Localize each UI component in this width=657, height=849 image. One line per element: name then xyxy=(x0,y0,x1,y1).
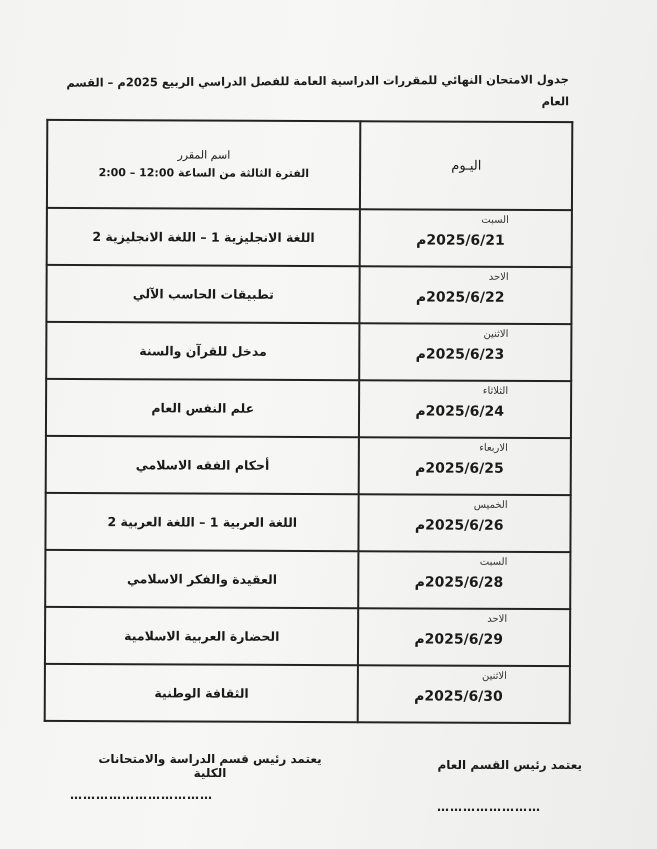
header-course-label: اسم المقرر xyxy=(177,148,231,162)
day-cell xyxy=(359,551,571,609)
day-cell xyxy=(360,266,572,324)
day-name: الاربعاء xyxy=(479,442,508,454)
course-name: العقيدة والفكر الاسلامي xyxy=(45,550,359,608)
signature-line-right: …………………… xyxy=(437,800,541,814)
day-date: 2025/6/26م xyxy=(414,517,504,534)
day-name: الاحد xyxy=(488,271,509,283)
day-date: 2025/6/25م xyxy=(415,460,504,477)
signature-label-general-head: يعتمد رئيس القسم العام xyxy=(437,758,582,772)
day-date: 2025/6/22م xyxy=(415,289,505,306)
day-cell xyxy=(358,608,570,666)
course-name: اللغة العربية 1 – اللغة العربية 2 xyxy=(45,493,359,551)
day-name: الاثنين xyxy=(483,328,509,340)
course-name: أحكام الفقه الاسلامي xyxy=(46,436,360,494)
course-name: مدخل للقرآن والسنة xyxy=(46,322,360,380)
day-cell xyxy=(359,380,571,438)
header-course xyxy=(47,120,361,209)
day-name: الاحد xyxy=(487,613,508,625)
header-period: الفترة الثالثة من الساعة 12:00 – 2:00 xyxy=(98,166,310,180)
table-header-row xyxy=(47,120,572,210)
day-cell xyxy=(359,494,571,552)
day-cell xyxy=(358,665,570,723)
day-name: السبت xyxy=(481,214,509,226)
day-cell xyxy=(360,323,572,381)
table-row xyxy=(45,664,570,723)
course-name: الثقافة الوطنية xyxy=(45,664,359,722)
course-name: اللغة الانجليزية 1 – اللغة الانجليزية 2 xyxy=(47,208,361,266)
day-date: 2025/6/29م xyxy=(414,631,504,648)
course-name: الحضارة العربية الاسلامية xyxy=(45,607,359,665)
signature-label-exams-head: يعتمد رئيس قسم الدراسة والامتحانات الكلية xyxy=(98,752,322,780)
day-date: 2025/6/21م xyxy=(416,232,505,249)
day-cell xyxy=(360,209,572,267)
day-date: 2025/6/28م xyxy=(414,574,504,591)
signature-line-left: …………………………… xyxy=(70,788,213,802)
table-row xyxy=(47,208,572,267)
day-date: 2025/6/30م xyxy=(414,688,503,705)
course-name: علم النفس العام xyxy=(46,379,360,437)
table-row xyxy=(46,265,571,324)
course-name: تطبيقات الحاسب الآلي xyxy=(46,265,360,323)
day-name: الخميس xyxy=(473,499,508,511)
table-row xyxy=(45,607,570,666)
day-name: الاثنين xyxy=(481,670,507,682)
day-name: الثلاثاء xyxy=(482,385,509,397)
exam-schedule-table xyxy=(44,119,574,724)
day-name: السبت xyxy=(479,556,508,568)
table-row xyxy=(46,379,571,438)
table-row xyxy=(45,493,570,552)
header-day: اليـوم xyxy=(360,121,572,210)
day-cell xyxy=(359,437,571,495)
table-row xyxy=(46,436,571,495)
table-row xyxy=(46,322,571,381)
day-date: 2025/6/24م xyxy=(415,403,505,420)
document-title: جدول الامتحان النهائي للمقررات الدراسية العامة للفصل الدراسي الربيع 2025م – القسم العام xyxy=(66,72,570,109)
day-date: 2025/6/23م xyxy=(415,346,505,363)
table-row xyxy=(45,550,570,609)
